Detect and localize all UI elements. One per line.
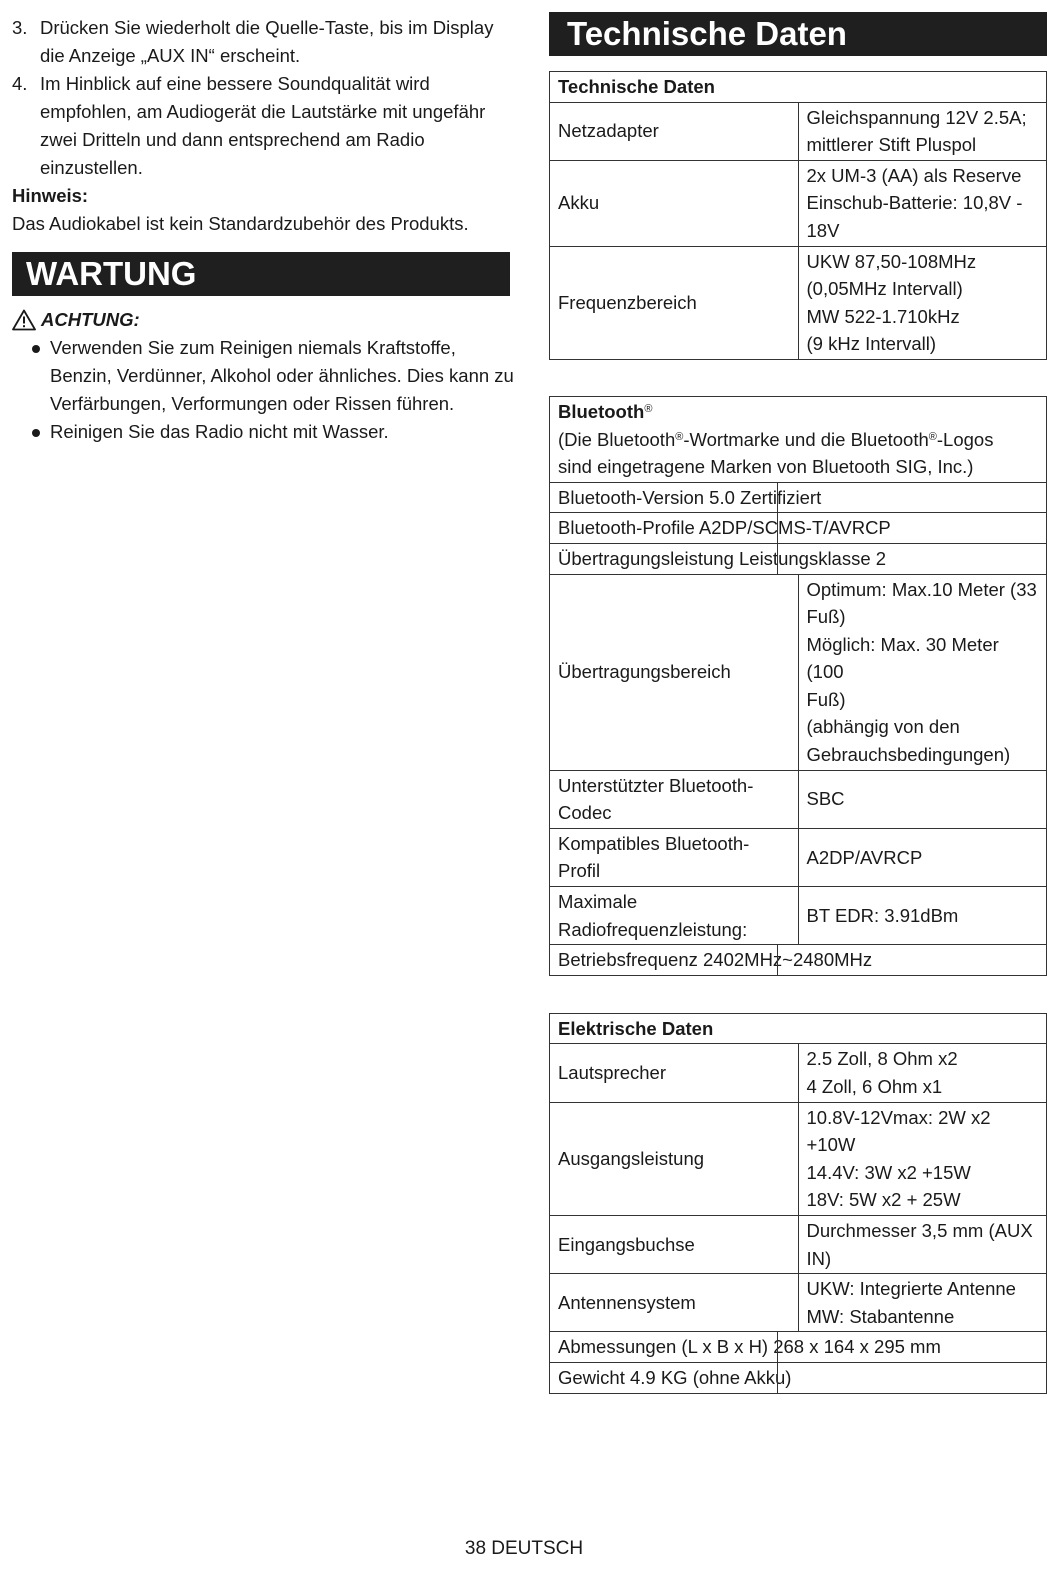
table-row (550, 1362, 1047, 1393)
row-label: Lautsprecher (550, 1044, 799, 1102)
row-full: Abmessungen (L x B x H) 268 x 164 x 295 mm (550, 1332, 1047, 1363)
table-row (550, 513, 1047, 544)
row-value (798, 160, 1047, 246)
table-row (550, 543, 1047, 574)
table-row (550, 1332, 1047, 1363)
table-row (550, 1102, 1047, 1215)
row-full: Betriebsfrequenz 2402MHz~2480MHz (550, 945, 1047, 976)
table-title-row (550, 1013, 1047, 1044)
row-value: BT EDR: 3.91dBm (798, 887, 1047, 945)
right-column (549, 12, 1047, 1394)
row-value (798, 102, 1047, 160)
row-label: Übertragungsbereich (550, 574, 799, 770)
row-full: Übertragungsleistung Leistungsklasse 2 (550, 543, 1047, 574)
bullet-text: Verwenden Sie zum Reinigen niemals Kraftstoffe, Benzin, Verdünner, Alkohol oder ähnliches. Dies kann zu Verfärbungen, Verformungen oder Rissen führen. (50, 337, 514, 414)
warning-icon (12, 309, 36, 331)
step-item (12, 70, 518, 182)
value-line: (0,05MHz Intervall) (806, 278, 963, 300)
spec-table-electrical (549, 1013, 1047, 1394)
value-line: Gleichspannung 12V 2.5A; (806, 106, 1027, 128)
row-label: Netzadapter (550, 102, 799, 160)
row-label: Antennensystem (550, 1274, 799, 1332)
trademark-note-line2: sind eingetragene Marken von Bluetooth SIG, Inc.) (558, 456, 974, 478)
step-list (12, 14, 518, 182)
bullet-list (12, 334, 518, 446)
value-line: Einschub-Batterie: 10,8V - (806, 192, 1023, 214)
table-title: Bluetooth (558, 400, 645, 422)
value-line: 18V (806, 219, 840, 241)
bluetooth-title-cell (550, 396, 1047, 482)
table-row (550, 1044, 1047, 1102)
table-row (550, 770, 1047, 828)
step-number: 3. (12, 17, 28, 38)
row-label: Ausgangsleistung (550, 1102, 799, 1215)
bullet-dot (12, 334, 50, 418)
value-line: mittlerer Stift Pluspol (806, 134, 977, 156)
row-value: Durchmesser 3,5 mm (AUX IN) (798, 1215, 1047, 1273)
hinweis-label: Hinweis: (12, 185, 89, 206)
value-line: (9 kHz Intervall) (806, 333, 937, 355)
bullet-item (12, 418, 518, 446)
step-number: 4. (12, 73, 28, 94)
achtung-line (12, 306, 518, 334)
technische-daten-heading: Technische Daten (549, 12, 1047, 56)
row-value: A2DP/AVRCP (798, 828, 1047, 886)
table-row (550, 246, 1047, 359)
value-line: MW 522-1.710kHz (806, 305, 960, 327)
row-label: Kompatibles Bluetooth- Profil (550, 828, 799, 886)
left-column (12, 14, 518, 446)
row-value: UKW: Integrierte Antenne MW: Stabantenne (798, 1274, 1047, 1332)
table-row (550, 1215, 1047, 1273)
trademark-note: (Die Bluetooth®-Wortmarke und die Bluetooth®-Logos (558, 428, 994, 450)
table-row (550, 1274, 1047, 1332)
table-title-row (550, 72, 1047, 103)
step-item (12, 14, 518, 70)
row-label: Unterstützter Bluetooth- Codec (550, 770, 799, 828)
table-row (550, 102, 1047, 160)
row-label: Maximale Radiofrequenzleistung: (550, 887, 799, 945)
table-row (550, 160, 1047, 246)
achtung-label: ACHTUNG: (41, 309, 140, 330)
spec-table-technical (549, 71, 1047, 360)
bullet-text: Reinigen Sie das Radio nicht mit Wasser. (50, 421, 389, 442)
value-line: UKW 87,50-108MHz (806, 250, 977, 272)
page-footer: 38 DEUTSCH (464, 1538, 584, 1559)
row-value: SBC (798, 770, 1047, 828)
table-row (550, 482, 1047, 513)
bullet-dot (12, 418, 50, 446)
registered-mark: ® (644, 402, 653, 415)
row-value: 10.8V-12Vmax: 2W x2 +10W 14.4V: 3W x2 +15W 18V: 5W x2 + 25W (798, 1102, 1047, 1215)
table-title: Technische Daten (550, 72, 1047, 103)
spec-table-bluetooth (549, 396, 1047, 976)
wartung-heading: WARTUNG (12, 252, 510, 296)
table-row (550, 574, 1047, 770)
table-row (550, 945, 1047, 976)
bullet-item (12, 334, 518, 418)
table-row (550, 828, 1047, 886)
row-full: Bluetooth-Version 5.0 Zertifiziert (550, 482, 1047, 513)
hinweis-text: Das Audiokabel ist kein Standardzubehör des Produkts. (12, 213, 469, 234)
row-full: Gewicht 4.9 KG (ohne Akku) (550, 1362, 1047, 1393)
value-line: 2x UM-3 (AA) als Reserve (806, 164, 1022, 186)
table-row (550, 887, 1047, 945)
row-full: Bluetooth-Profile A2DP/SCMS-T/AVRCP (550, 513, 1047, 544)
row-value: Optimum: Max.10 Meter (33 Fuß) Möglich: Max. 30 Meter (100 Fuß) (abhängig von den Gebrauchsbedingungen) (798, 574, 1047, 770)
row-label: Eingangsbuchse (550, 1215, 799, 1273)
row-value: 2.5 Zoll, 8 Ohm x2 4 Zoll, 6 Ohm x1 (798, 1044, 1047, 1102)
row-label: Frequenzbereich (550, 246, 799, 359)
step-text: Drücken Sie wiederholt die Quelle-Taste, bis im Display die Anzeige „AUX IN“ erscheint. (40, 17, 494, 66)
table-title: Elektrische Daten (550, 1013, 1047, 1044)
row-value (798, 246, 1047, 359)
row-label: Akku (550, 160, 799, 246)
table-title-row (550, 396, 1047, 482)
step-text: Im Hinblick auf eine bessere Soundqualität wird empfohlen, am Audiogerät die Lautstärke mit ungefähr zwei Dritteln und dann entsprechend am Radio einzustellen. (40, 73, 486, 178)
